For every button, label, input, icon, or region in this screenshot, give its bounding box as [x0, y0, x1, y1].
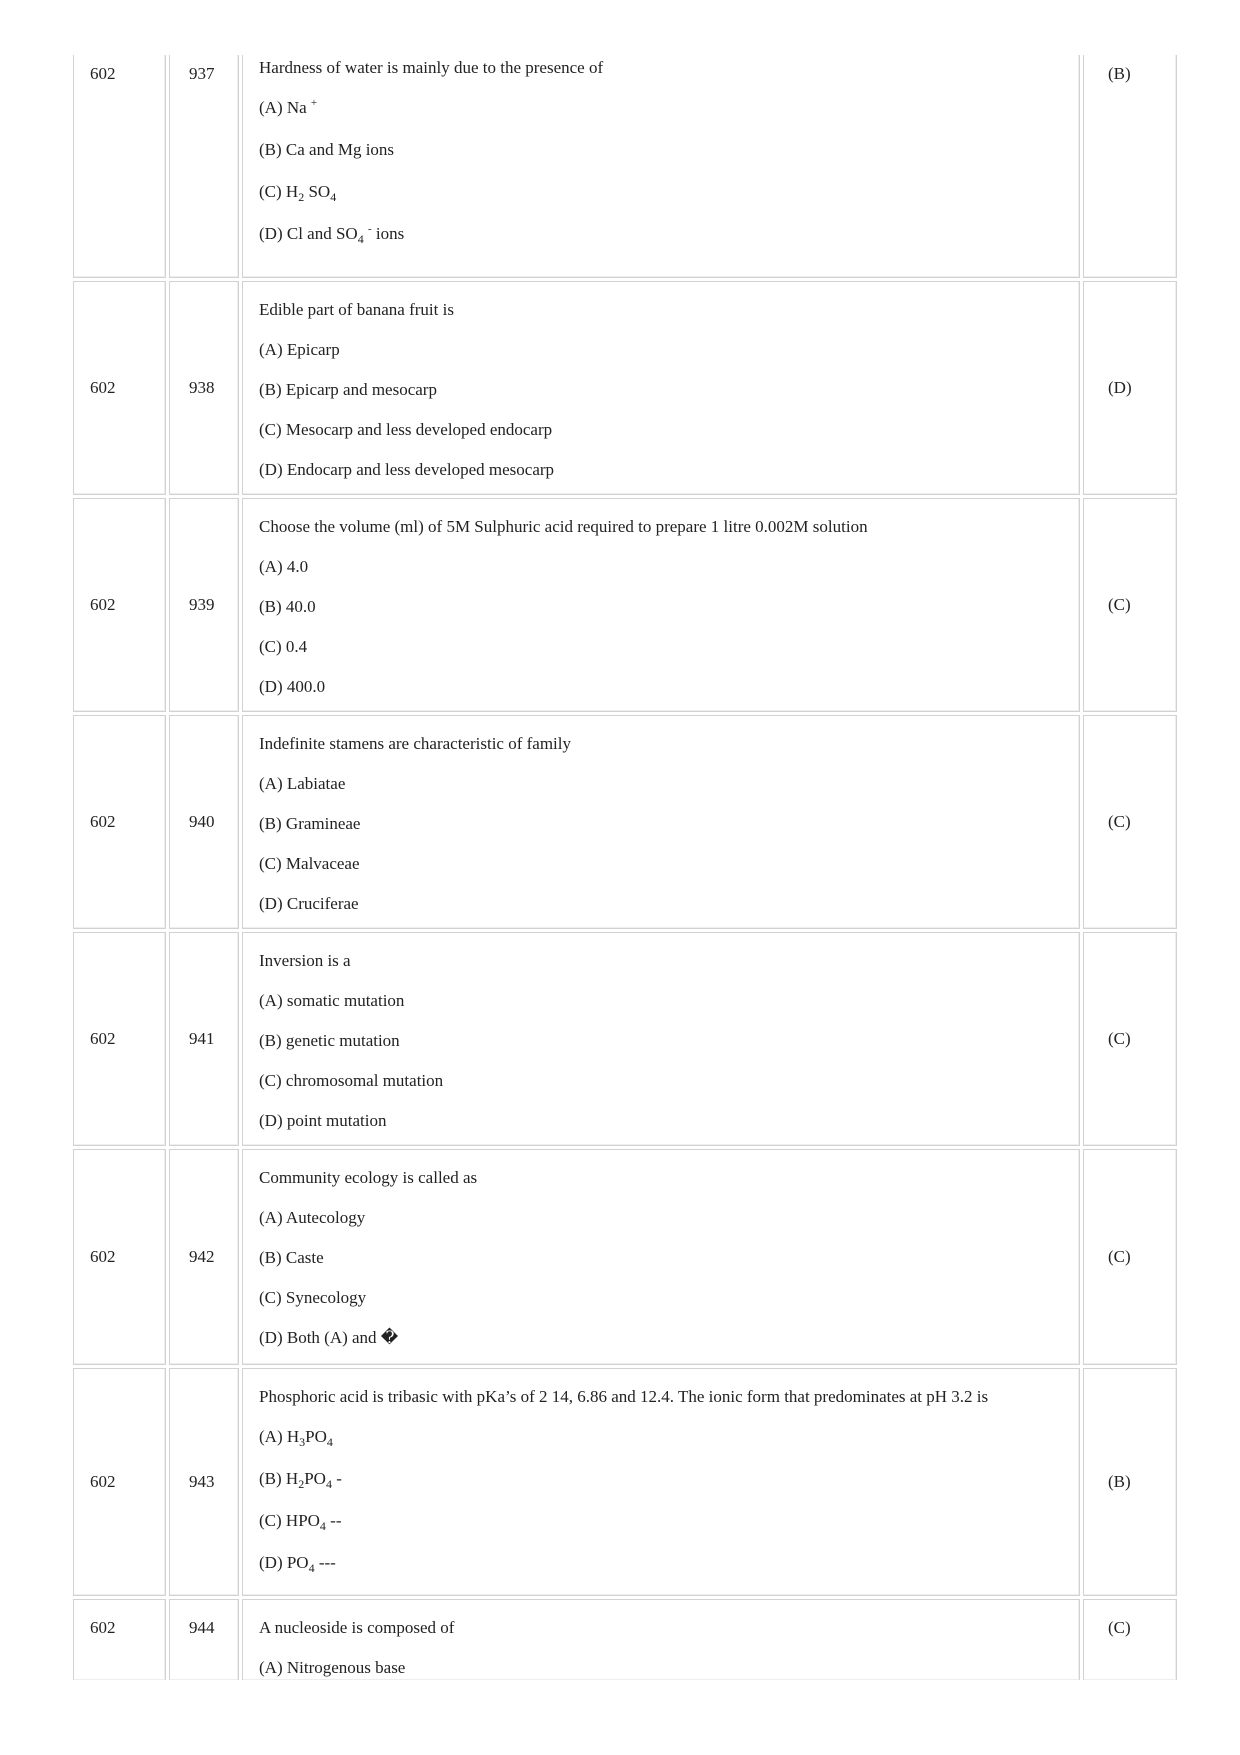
option-b: (B) Ca and Mg ions [259, 140, 395, 159]
option-a: (A) Nitrogenous base [259, 1658, 406, 1677]
table-row [73, 1149, 1173, 1365]
option-c: (C) Mesocarp and less developed endocarp [259, 420, 553, 439]
answer-text: (C) [1108, 1247, 1131, 1266]
question-number-cell [169, 1368, 239, 1596]
paper-code-cell [73, 1599, 166, 1680]
paper-code-cell [73, 281, 166, 495]
option-c: (C) $HPO_4$ -- [259, 1511, 342, 1533]
question-number-cell [169, 498, 239, 712]
paper-code-cell [73, 55, 166, 278]
answer-cell [1083, 932, 1177, 1146]
option-d: (D) $PO_4$ --- [259, 1553, 336, 1575]
question-cell [242, 1599, 1080, 1680]
paper-code: 602 [90, 595, 116, 614]
paper-code: 602 [90, 1029, 116, 1048]
table-row [73, 1368, 1173, 1596]
answer-text: (B) [1108, 1472, 1131, 1491]
table-row [73, 498, 1173, 712]
option-a: (A) Epicarp [259, 340, 340, 359]
option-d: (D) Cruciferae [259, 894, 359, 913]
question-cell [242, 1149, 1080, 1365]
table-row [73, 932, 1173, 1146]
paper-code: 602 [90, 64, 116, 83]
answer-text: (C) [1108, 812, 1131, 831]
table-row [73, 1599, 1173, 1680]
answer-cell [1083, 1368, 1177, 1596]
option-a: (A) somatic mutation [259, 991, 405, 1010]
question-number: 941 [189, 1029, 215, 1048]
answer-text: (C) [1108, 1618, 1131, 1637]
question-number-cell [169, 932, 239, 1146]
answer-cell [1083, 281, 1177, 495]
question-number-cell [169, 715, 239, 929]
answer-cell [1083, 55, 1177, 278]
answer-cell [1083, 1149, 1177, 1365]
question-text: Choose the volume (ml) of 5M Sulphuric acid required to prepare 1 litre 0.002M solution [259, 517, 868, 536]
option-c: (C) Malvaceae [259, 854, 360, 873]
paper-code-cell [73, 932, 166, 1146]
answer-cell [1083, 1599, 1177, 1680]
question-number-cell [169, 1149, 239, 1365]
option-a: (A) Na + [259, 97, 318, 117]
question-number: 942 [189, 1247, 215, 1266]
option-b: (B) Gramineae [259, 814, 361, 833]
option-b: (B) $H_2PO_4$ - [259, 1469, 342, 1491]
question-number-cell [169, 55, 239, 278]
paper-code: 602 [90, 1472, 116, 1491]
option-a: (A) 4.0 [259, 557, 309, 576]
option-b: (B) genetic mutation [259, 1031, 400, 1050]
question-text: Phosphoric acid is tribasic with pKa’s of 2 14, 6.86 and 12.4. The ionic form that predominates at pH 3.2 is [259, 1387, 989, 1406]
option-b: (B) 40.0 [259, 597, 316, 616]
question-cell [242, 281, 1080, 495]
question-cell [242, 55, 1080, 278]
question-number-cell [169, 1599, 239, 1680]
option-b: (B) Caste [259, 1248, 324, 1267]
question-number: 937 [189, 64, 215, 83]
paper-code: 602 [90, 378, 116, 397]
question-cell [242, 1368, 1080, 1596]
question-number-cell [169, 281, 239, 495]
option-c: (C) 0.4 [259, 637, 308, 656]
question-cell [242, 498, 1080, 712]
option-d: (D) point mutation [259, 1111, 387, 1130]
option-b: (B) Epicarp and mesocarp [259, 380, 437, 399]
paper-code: 602 [90, 1247, 116, 1266]
question-text: Hardness of water is mainly due to the presence of [259, 58, 604, 77]
paper-code-cell [73, 498, 166, 712]
question-number: 943 [189, 1472, 215, 1491]
option-c: (C) Synecology [259, 1288, 367, 1307]
option-d: (D) Both (A) and � [259, 1328, 399, 1347]
option-a: (A) Labiatae [259, 774, 346, 793]
question-cell [242, 715, 1080, 929]
paper-code: 602 [90, 1618, 116, 1637]
answer-text: (D) [1108, 378, 1132, 397]
question-text: Inversion is a [259, 951, 351, 970]
answer-cell [1083, 498, 1177, 712]
answer-text: (C) [1108, 595, 1131, 614]
question-text: Indefinite stamens are characteristic of family [259, 734, 571, 753]
answer-cell [1083, 715, 1177, 929]
table-row [73, 281, 1173, 495]
option-c: (C) chromosomal mutation [259, 1071, 444, 1090]
question-number: 940 [189, 812, 215, 831]
paper-code-cell [73, 1368, 166, 1596]
option-c: (C) $H_2$ $SO_4$ [259, 182, 337, 204]
paper-code-cell [73, 715, 166, 929]
table-row [73, 715, 1173, 929]
question-number: 938 [189, 378, 215, 397]
question-number: 939 [189, 595, 215, 614]
paper-code: 602 [90, 812, 116, 831]
answer-text: (C) [1108, 1029, 1131, 1048]
option-a: (A) $H_3PO_4$ [259, 1427, 333, 1449]
question-cell [242, 932, 1080, 1146]
option-d: (D) Cl and $SO_4$ - ions [259, 223, 405, 246]
option-d: (D) 400.0 [259, 677, 326, 696]
question-text: Edible part of banana fruit is [259, 300, 454, 319]
answer-text: (B) [1108, 64, 1131, 83]
paper-code-cell [73, 1149, 166, 1365]
option-a: (A) Autecology [259, 1208, 366, 1227]
table-row [73, 55, 1173, 278]
question-text: Community ecology is called as [259, 1168, 478, 1187]
option-d: (D) Endocarp and less developed mesocarp [259, 460, 555, 479]
question-number: 944 [189, 1618, 215, 1637]
question-text: A nucleoside is composed of [259, 1618, 455, 1637]
